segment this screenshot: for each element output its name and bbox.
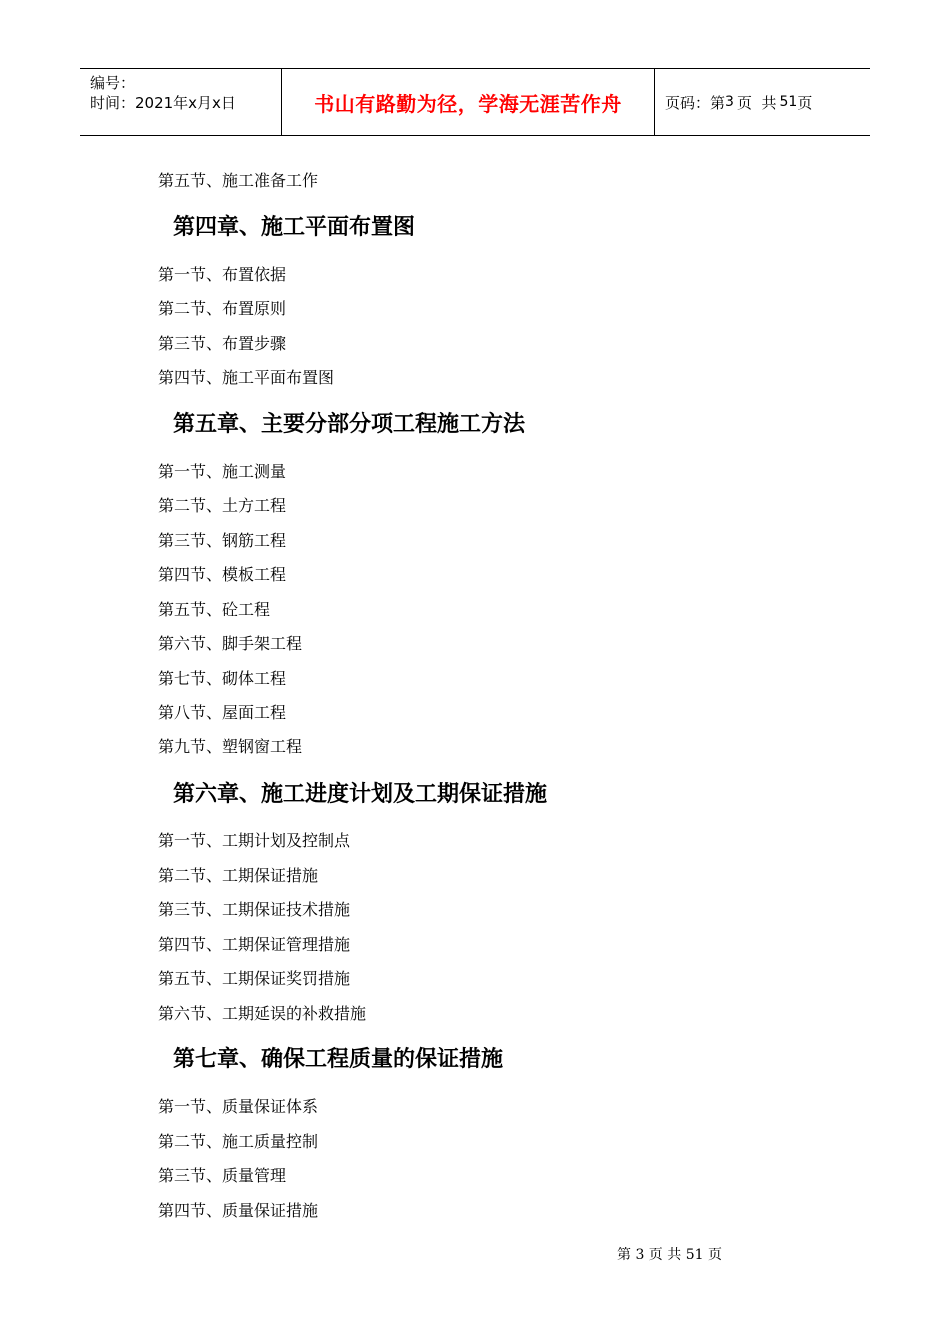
document-number-label: 编号： [90,74,136,92]
toc-section: 第二节、工期保证措施 [158,866,319,885]
page-current: 3 [725,94,734,110]
toc-section: 第四节、施工平面布置图 [158,368,335,387]
toc-section: 第一节、质量保证体系 [158,1097,319,1116]
toc-section: 第一节、布置依据 [158,265,287,284]
page-total: 51 [779,94,798,110]
toc-section: 第五节、砼工程 [158,600,271,619]
toc-section: 第五节、施工准备工作 [158,171,319,190]
toc-section: 第一节、工期计划及控制点 [158,831,351,850]
toc-chapter: 第七章、确保工程质量的保证措施 [173,1047,504,1072]
toc-section: 第三节、钢筋工程 [158,531,287,550]
toc-section: 第二节、土方工程 [158,496,287,515]
toc-section: 第八节、屋面工程 [158,703,287,722]
header-meta [80,69,282,135]
header-motto: 书山有路勤为径，学海无涯苦作舟 [282,69,655,135]
toc-chapter: 第六章、施工进度计划及工期保证措施 [173,782,548,807]
toc-section: 第四节、工期保证管理措施 [158,935,351,954]
header-page-info [655,69,870,135]
page-suffix: 页 [797,93,813,112]
toc-section: 第二节、施工质量控制 [158,1132,319,1151]
toc-section: 第六节、脚手架工程 [158,634,303,653]
toc-section: 第四节、质量保证措施 [158,1201,319,1220]
toc-section: 第五节、工期保证奖罚措施 [158,969,351,988]
toc-section: 第六节、工期延误的补救措施 [158,1004,367,1023]
toc-section: 第一节、施工测量 [158,462,287,481]
toc-section: 第二节、布置原则 [158,299,287,318]
page-mid: 页 共 [736,93,777,112]
document-date: 时间：2021年x月x日 [90,94,236,112]
toc-chapter: 第五章、主要分部分项工程施工方法 [173,412,526,437]
toc-section: 第三节、工期保证技术措施 [158,900,351,919]
toc-chapter: 第四章、施工平面布置图 [173,215,416,240]
toc-section: 第三节、质量管理 [158,1166,287,1185]
toc-section: 第九节、塑钢窗工程 [158,737,303,756]
toc-section: 第七节、砌体工程 [158,669,287,688]
toc-section: 第三节、布置步骤 [158,334,287,353]
page-footer: 第 3 页 共 51 页 [617,1247,722,1263]
page-prefix: 页码：第 [665,93,726,112]
page-header [80,68,870,136]
toc-section: 第四节、模板工程 [158,565,287,584]
